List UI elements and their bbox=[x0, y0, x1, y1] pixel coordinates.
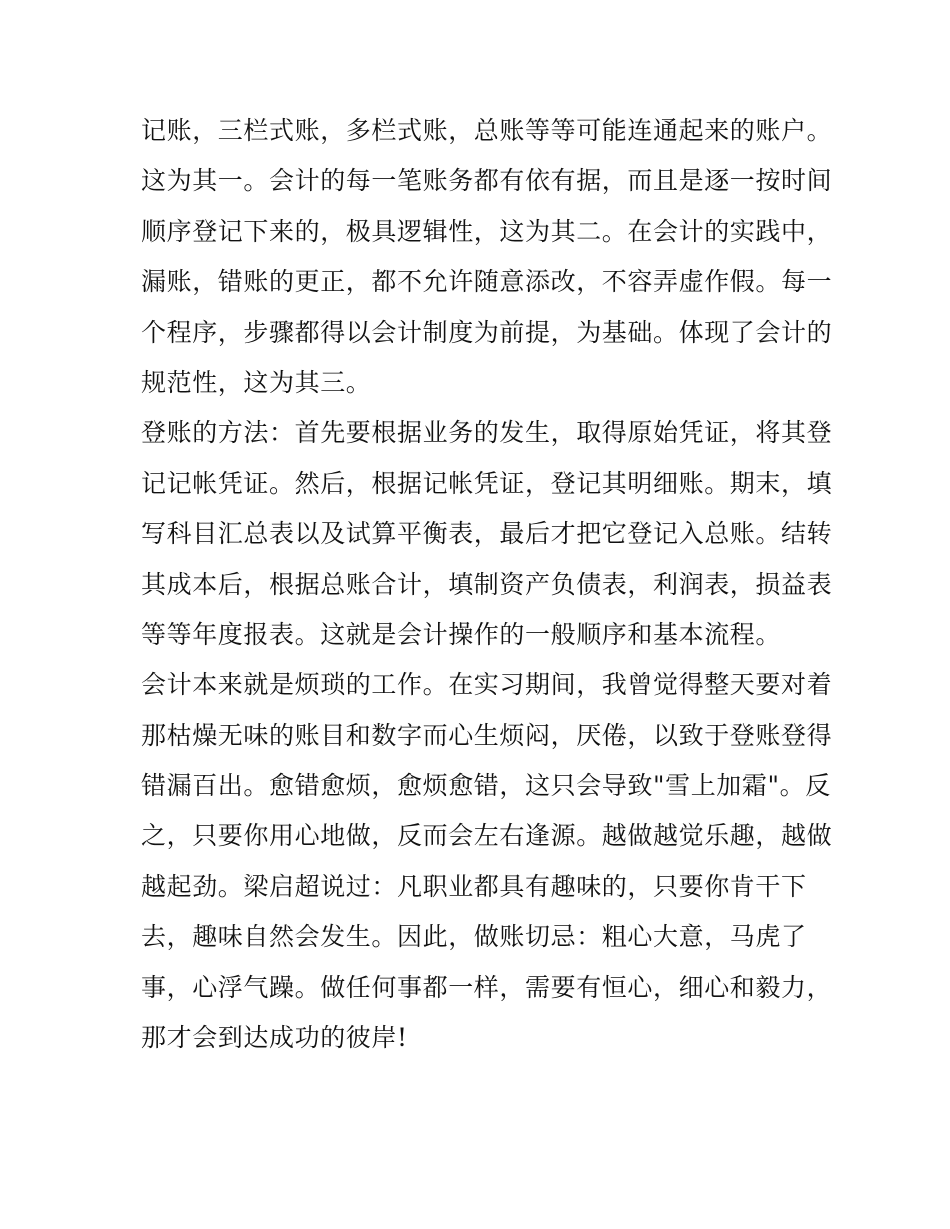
text-line-4: 漏账，错账的更正，都不允许随意添改，不容弄虚作假。每一 bbox=[141, 267, 833, 297]
text-line-8: 记记帐凭证。然后，根据记帐凭证，登记其明细账。期末，填 bbox=[141, 468, 833, 498]
text-line-3: 顺序登记下来的，极具逻辑性，这为其二。在会计的实践中， bbox=[141, 216, 833, 246]
text-line-6: 规范性，这为其三。 bbox=[141, 367, 372, 397]
text-line-17: 去，趣味自然会发生。因此，做账切忌：粗心大意，马虎了 bbox=[141, 922, 807, 952]
text-line-12: 会计本来就是烦琐的工作。在实习期间，我曾觉得整天要对着 bbox=[141, 670, 833, 700]
text-line-5: 个程序，步骤都得以会计制度为前提，为基础。体现了会计的 bbox=[141, 317, 833, 347]
text-line-19: 那才会到达成功的彼岸! bbox=[141, 1023, 408, 1053]
text-line-9: 写科目汇总表以及试算平衡表，最后才把它登记入总账。结转 bbox=[141, 519, 833, 549]
text-line-1: 记账，三栏式账，多栏式账，总账等等可能连通起来的账户。 bbox=[141, 116, 833, 145]
text-line-11: 等等年度报表。这就是会计操作的一般顺序和基本流程。 bbox=[141, 619, 782, 649]
text-line-2: 这为其一。会计的每一笔账务都有依有据，而且是逐一按时间 bbox=[141, 166, 833, 196]
text-line-10: 其成本后，根据总账合计，填制资产负债表，利润表，损益表 bbox=[141, 569, 833, 599]
text-line-16: 越起劲。梁启超说过：凡职业都具有趣味的，只要你肯干下 bbox=[141, 871, 807, 901]
text-line-15: 之，只要你用心地做，反而会左右逢源。越做越觉乐趣，越做 bbox=[141, 821, 833, 851]
text-line-13: 那枯燥无味的账目和数字而心生烦闷，厌倦，以致于登账登得 bbox=[141, 720, 833, 750]
text-line-18: 事，心浮气躁。做任何事都一样，需要有恒心，细心和毅力， bbox=[141, 972, 833, 1002]
text-line-7: 登账的方法：首先要根据业务的发生，取得原始凭证，将其登 bbox=[141, 418, 833, 448]
document-body bbox=[141, 106, 831, 1063]
text-line-14: 错漏百出。愈错愈烦，愈烦愈错，这只会导致"雪上加霜"。反 bbox=[141, 771, 831, 801]
